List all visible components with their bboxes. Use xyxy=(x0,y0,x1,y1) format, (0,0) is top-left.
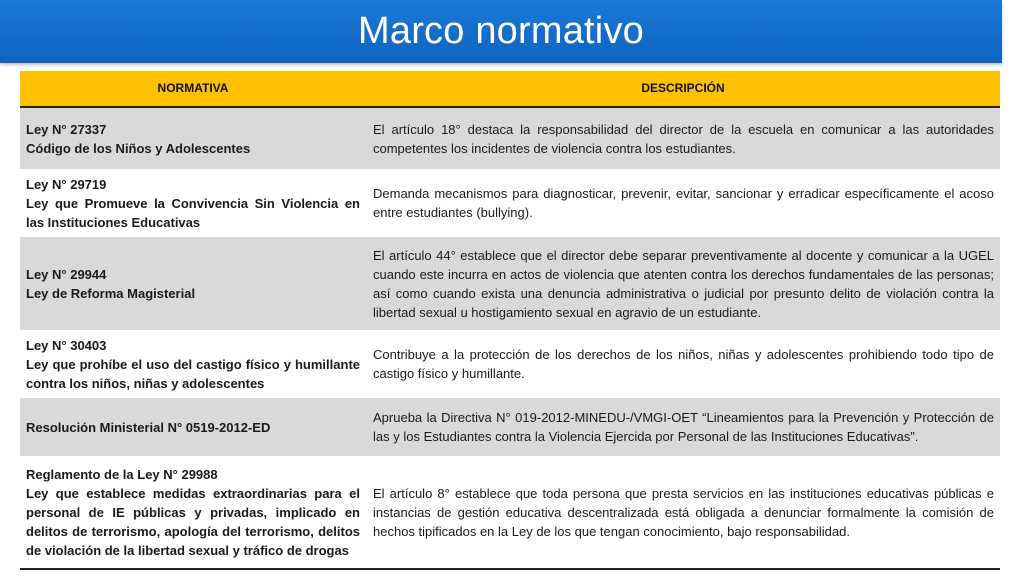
law-name: Código de los Niños y Adolescentes xyxy=(26,140,251,156)
table-row xyxy=(20,398,1000,456)
normativa-cell xyxy=(20,456,366,569)
table-row xyxy=(20,456,1000,569)
normativa-cell xyxy=(20,398,366,456)
description-cell: El artículo 8° establece que toda persona que presta servicios en las instituciones educativas públicas e instancias de gestión educativa descentralizada está obligada a denunciar formalmente la comisión de hechos tipificados en la Ley de los que tengan conocimiento, bajo responsabilidad. xyxy=(366,456,1000,569)
table-row xyxy=(20,107,1000,169)
header-normativa: NORMATIVA xyxy=(20,71,366,107)
description-cell: El artículo 44° establece que el director debe separar preventivamente al docente y comunicar a la UGEL cuando este incurra en actos de violencia que atenten contra los derechos fundamentales de las personas; así como cuando exista una denuncia administrativa o judicial por presunto delito de violación contra la libertad sexual u hostigamiento sexual en agravio de un estudiante. xyxy=(366,237,1000,330)
law-number: Ley N° 29719 xyxy=(26,176,107,192)
law-name: Ley que Promueve la Convivencia Sin Violencia en las Instituciones Educativas xyxy=(26,195,360,230)
description-cell: El artículo 18° destaca la responsabilidad del director de la escuela en comunicar a las autoridades competentes los incidentes de violencia contra los estudiantes. xyxy=(366,107,1000,169)
law-number: Ley N° 27337 xyxy=(26,121,107,137)
normativa-table xyxy=(20,71,1000,570)
table-row xyxy=(20,237,1000,330)
law-name: Ley que prohíbe el uso del castigo físico y humillante contra los niños, niñas y adolescentes xyxy=(26,356,360,391)
normativa-cell xyxy=(20,237,366,330)
law-number: Reglamento de la Ley N° 29988 xyxy=(26,466,218,482)
law-number: Ley N° 29944 xyxy=(26,266,107,282)
table-row xyxy=(20,330,1000,398)
law-name: Ley de Reforma Magisterial xyxy=(26,285,196,301)
normativa-table-container xyxy=(20,71,1000,570)
law-name: Ley que establece medidas extraordinarias para el personal de IE públicas y privadas, implicado en delitos de terrorismo, apología del terrorismo, delitos de violación de la libertad sexual y tráfico de drogas xyxy=(26,485,360,558)
header-descripcion: DESCRIPCIÓN xyxy=(366,71,1000,107)
table-row xyxy=(20,169,1000,237)
description-cell: Contribuye a la protección de los derechos de los niños, niñas y adolescentes prohibiendo todo tipo de castigo físico y humillante. xyxy=(366,330,1000,398)
normativa-cell xyxy=(20,330,366,398)
description-cell: Aprueba la Directiva N° 019-2012-MINEDU-/VMGI-OET “Lineamientos para la Prevención y Protección de las y los Estudiantes contra la Violencia Ejercida por Personal de las Instituciones Educativas”. xyxy=(366,398,1000,456)
law-number: Resolución Ministerial N° 0519-2012-ED xyxy=(26,419,271,435)
table-header-row xyxy=(20,71,1000,107)
law-number: Ley N° 30403 xyxy=(26,337,107,353)
page-title: Marco normativo xyxy=(358,10,644,52)
title-bar xyxy=(0,0,1002,63)
description-cell: Demanda mecanismos para diagnosticar, prevenir, evitar, sancionar y erradicar específicamente el acoso entre estudiantes (bullying). xyxy=(366,169,1000,237)
normativa-cell xyxy=(20,169,366,237)
normativa-cell xyxy=(20,107,366,169)
